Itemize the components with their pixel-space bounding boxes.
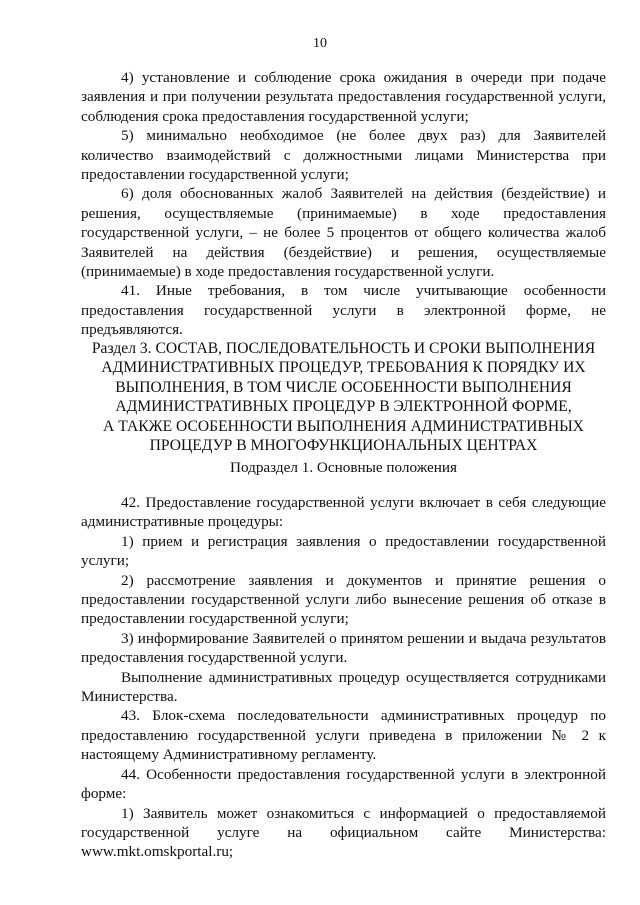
paragraph: 2) рассмотрение заявления и документов и принятие решения о предоставлении государственной услуги либо вынесение решения об отказе в предоставлении государственной услуги; [81,571,606,628]
paragraph: 6) доля обоснованных жалоб Заявителей на действия (бездействие) и решения, осуществляемые (принимаемые) в ходе предоставления государственной услуги, – не более 5 процентов от общего количества жалоб Заявителей на действия (бездействие) и решения, осуществляемые (принимаемые) в ходе предоставления государственной услуги. [81,185,606,281]
paragraph: 42. Предоставление государственной услуги включает в себя следующие административные процедуры: [81,494,606,531]
page-number: 10 [313,36,327,51]
paragraph: 41. Иные требования, в том числе учитывающие особенности предоставления государственной услуги в электронной форме, не предъявляются. [81,282,606,339]
section-heading-line: Раздел 3. СОСТАВ, ПОСЛЕДОВАТЕЛЬНОСТЬ И СРОКИ ВЫПОЛНЕНИЯ [91,340,596,357]
paragraph: 43. Блок-схема последовательности административных процедур по предоставлению государственной услуги приведена в приложении № 2 к настоящему Административному регламенту. [81,707,606,764]
section-heading [81,339,606,455]
section-heading-line: ПРОЦЕДУР В МНОГОФУНКЦИОНАЛЬНЫХ ЦЕНТРАХ [149,437,538,455]
paragraph: 1) Заявитель может ознакомиться с информацией о предоставляемой государственной услуге на официальном сайте Министерства: www.mkt.omskportal.ru; [81,804,606,861]
section-heading-line: АДМИНИСТРАТИВНЫХ ПРОЦЕДУР В ЭЛЕКТРОННОЙ ФОРМЕ, [115,398,572,416]
paragraphs-block-bottom [81,493,606,862]
paragraph: 5) минимально необходимое (не более двух раз) для Заявителей количество взаимодействий с должностными лицами Министерства при предоставлении государственной услуги; [81,127,606,184]
section-heading-line: А ТАКЖЕ ОСОБЕННОСТИ ВЫПОЛНЕНИЯ АДМИНИСТРАТИВНЫХ [103,417,584,435]
paragraph: 4) установление и соблюдение срока ожидания в очереди при подаче заявления и при получении результата предоставления государственной услуги, соблюдения срока предоставления государственной услуги; [81,69,606,125]
paragraph: 1) прием и регистрация заявления о предоставлении государственной услуги; [81,532,606,570]
paragraph: 44. Особенности предоставления государственной услуги в электронной форме: [81,765,606,803]
section-heading-line: ВЫПОЛНЕНИЯ, В ТОМ ЧИСЛЕ ОСОБЕННОСТИ ВЫПОЛНЕНИЯ [115,378,572,396]
paragraph: 3) информирование Заявителей о принятом решении и выдача результатов предоставления государственной услуги. [81,629,606,667]
paragraphs-block-top [81,68,606,340]
paragraph: Выполнение административных процедур осуществляется сотрудниками Министерства. [81,668,606,706]
section-heading-line: АДМИНИСТРАТИВНЫХ ПРОЦЕДУР, ТРЕБОВАНИЯ К ПОРЯДКУ ИХ [101,359,586,377]
subsection-title: Подраздел 1. Основные положения [229,459,457,476]
